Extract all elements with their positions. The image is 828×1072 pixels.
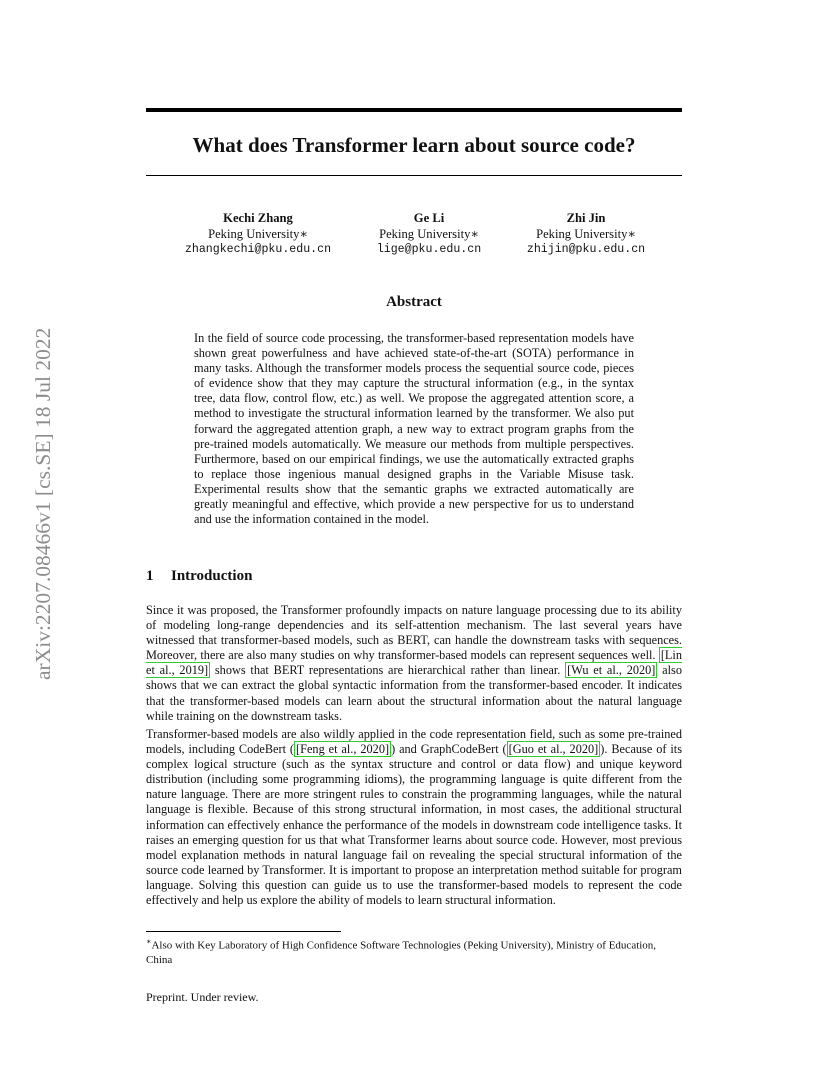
citation-link[interactable]: [Lin et al., 2019] — [146, 648, 682, 678]
author-name: Zhi Jin — [566, 211, 606, 225]
abstract-text: In the field of source code processing, the transformer-based representation models have shown great powerfulness and have achieved state-of-the-art (SOTA) performance in many tasks. Although the transformer models process the sequential source code, pieces of evidence show that they may capture the structural information (e.g., in the syntax tree, data flow, control flow, etc.) as well. We propose the aggregated attention score, a method to investigate the structural information learned by the transformer. We also put forward the aggregated attention graph, a new way to extract program graphs from the pre-trained models automatically. We measure our methods from multiple perspectives. Furthermore, based on our empirical findings, we use the automatically extracted graphs to replace those ingenious manual designed graphs in the Variable Misuse task. Experimental results show that the semantic graphs we extracted automatically are greatly meaningful and effective, which provide a new perspective for us to understand and use the information contained in the model. — [194, 331, 634, 527]
author-affiliation: Peking University∗ — [208, 226, 308, 241]
paragraph-text: ) and GraphCodeBert ( — [391, 742, 507, 757]
author-affiliation: Peking University∗ — [379, 226, 479, 241]
citation-link[interactable]: [Guo et al., 2020] — [508, 742, 599, 757]
title-bottom-rule — [146, 175, 682, 176]
author-name: Ge Li — [413, 211, 445, 225]
citation-link[interactable]: [Feng et al., 2020] — [296, 742, 390, 757]
paragraph-text: ). Because of its complex logical structure (such as the syntax structure and control or data flow) and unique keyword distribution (including some programming idioms), the programming language is quite different from the nature language. There are more stringent rules to constrain the programming languages, while the natural language is flexible. Because of this strong structural information, in most cases, the additional structural information can effectively enhance the performance of the models in downstream code intelligence tasks. It raises an emerging question for us that what Transformer learns about source code. However, most previous model explanation methods in natural language fail on revealing the special structural information of the source code learned by Transformer. It is important to propose an interpretation method suitable for program language. Solving this question can guide us to use the transformer-based models to represent the code effectively and help us explore the ability of models to learn structural information. — [146, 742, 682, 908]
section-number: 1 — [146, 568, 154, 584]
intro-paragraph-2 — [146, 727, 682, 908]
section-heading — [146, 568, 252, 585]
author-email: zhangkechi@pku.edu.cn — [184, 243, 332, 257]
section-title: Introduction — [171, 568, 253, 584]
paragraph-text: Transformer-based models are also wildly applied in the code representation field, such as some pre-trained models, including CodeBert ( — [146, 727, 682, 757]
author-name: Kechi Zhang — [223, 211, 293, 225]
title-top-rule — [146, 108, 682, 112]
author-email: lige@pku.edu.cn — [376, 243, 482, 257]
intro-paragraph-1 — [146, 603, 682, 724]
paragraph-text: also shows that we can extract the global syntactic information from the transformer-based encoder. It indicates that the transformer-based models can learn about the structural information about the natural language while training on the downstream tasks. — [146, 663, 682, 723]
citation-link[interactable]: [Wu et al., 2020] — [567, 663, 656, 678]
author-block — [486, 211, 686, 258]
paper-title: What does Transformer learn about source code? — [192, 133, 636, 157]
footnote-mark: ∗ — [146, 937, 152, 946]
author-block — [158, 211, 358, 258]
author-affiliation: Peking University∗ — [536, 226, 636, 241]
arxiv-identifier: arXiv:2207.08466v1 [cs.SE] 18 Jul 2022 — [31, 327, 55, 680]
paragraph-text: Since it was proposed, the Transformer profoundly impacts on nature language processing due to its ability of modeling long-range dependencies and its self-attention mechanism. The last several years have witnessed that transformer-based models, such as BERT, can handle the downstream tasks with sequences. Moreover, there are also many studies on why transformer-based models can represent sequences well. — [146, 603, 682, 663]
preprint-note: Preprint. Under review. — [146, 990, 259, 1004]
footnote-text: Also with Key Laboratory of High Confidence Software Technologies (Peking University), Ministry of Education, China — [146, 939, 657, 966]
author-email: zhijin@pku.edu.cn — [526, 243, 646, 257]
abstract-heading: Abstract — [386, 294, 442, 310]
footnote — [146, 935, 682, 967]
paragraph-text: shows that BERT representations are hierarchical rather than linear. — [210, 663, 566, 678]
footnote-rule — [146, 931, 341, 932]
